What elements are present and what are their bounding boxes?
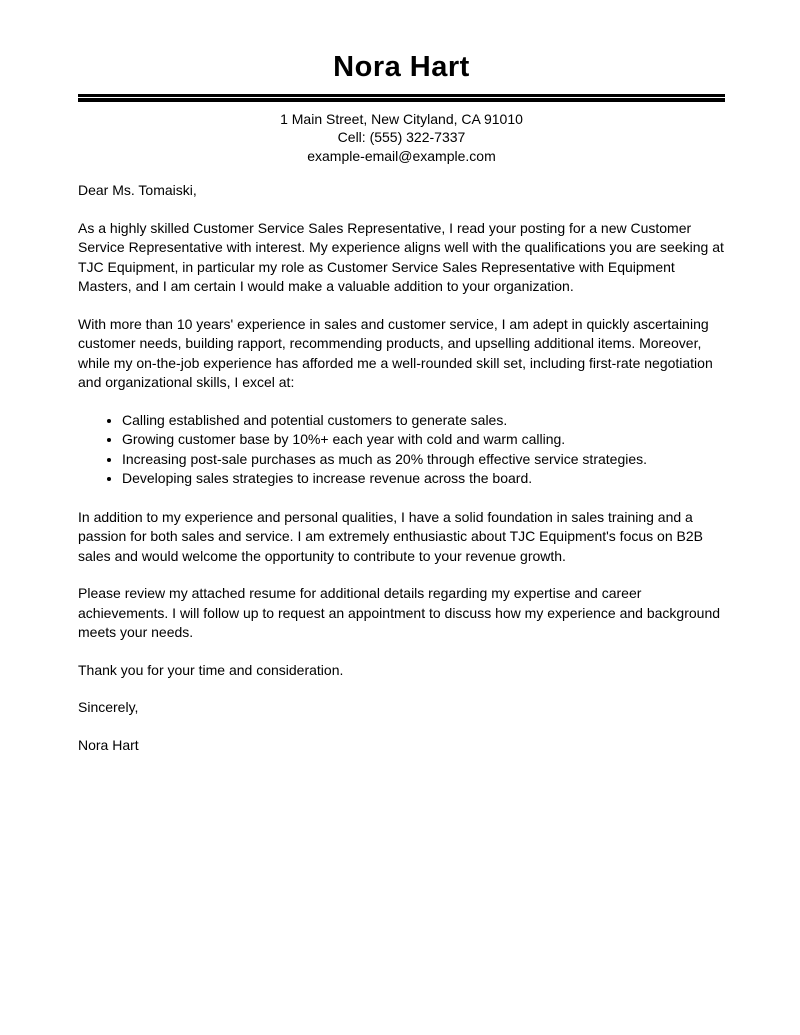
applicant-name: Nora Hart [333,51,470,83]
header-divider [78,94,725,102]
contact-phone: Cell: (555) 322-7337 [337,129,466,146]
closing: Sincerely, [78,699,139,716]
contact-block [78,110,725,166]
signature-name: Nora Hart [78,736,139,753]
contact-address: 1 Main Street, New Cityland, CA 91010 [280,110,523,127]
contact-email: example-email@example.com [307,147,496,164]
paragraph-resume: Please review my attached resume for additional details regarding my expertise and career achievements. I will follow up to request an appointment to discuss how my experience and background meets your needs. [78,585,721,641]
salutation: Dear Ms. Tomaiski, [78,182,197,199]
bullet-item: • Developing sales strategies to increase revenue across the board. [122,469,725,489]
paragraph-qualities: In addition to my experience and personal qualities, I have a solid foundation in sales training and a passion for both sales and service. I am extremely enthusiastic about TJC Equipment's focus on B2B sales and would welcome the opportunity to contribute to your revenue growth. [78,508,703,564]
bullet-item: • Growing customer base by 10%+ each year with cold and warm calling. [122,430,725,450]
paragraph-intro: As a highly skilled Customer Service Sales Representative, I read your posting for a new Customer Service Representative with interest. My experience aligns well with the qualifications you are seeking at TJC Equipment, in particular my role as Customer Service Sales Representative with Equipment Masters, and I am certain I would make a valuable addition to your organization. [78,219,724,295]
bullet-item: • Increasing post-sale purchases as much as 20% through effective service strategies. [122,450,725,470]
letter-body [78,181,725,755]
bullet-item: • Calling established and potential customers to generate sales. [122,411,725,431]
paragraph-experience: With more than 10 years' experience in sales and customer service, I am adept in quickly ascertaining customer needs, building rapport, recommending products, and upselling additional items. Moreover, while my on-the-job experience has afforded me a well-rounded skill set, including first-rate negotiation and organizational skills, I excel at: [78,315,713,391]
paragraph-thanks: Thank you for your time and consideration. [78,661,344,678]
skills-bullet-list [78,411,725,489]
